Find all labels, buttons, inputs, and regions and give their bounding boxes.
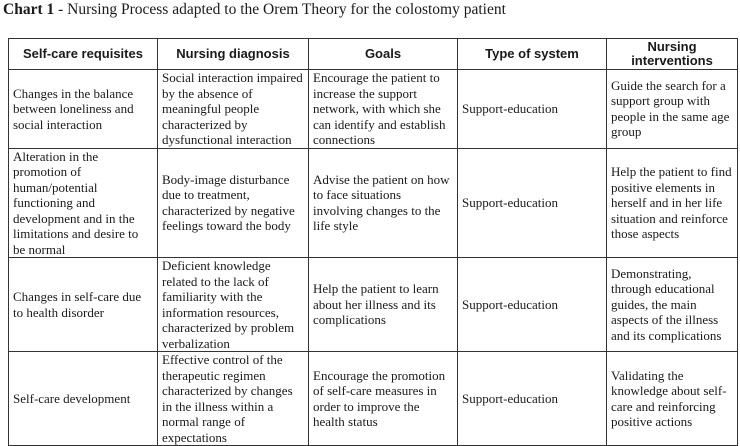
table-row (9, 70, 738, 149)
diagnosis-cell (158, 258, 309, 352)
goal-cell (309, 70, 458, 149)
goal-text: Encourage the patient to increase the support network, with which she can identify and establish connections (313, 70, 446, 147)
diagnosis-text: Social interaction impaired by the absence of meaningful people characterized by dysfunctional interaction (162, 70, 303, 147)
intervention-cell (607, 148, 738, 258)
intervention-cell (607, 258, 738, 352)
chart-caption (3, 0, 506, 20)
diagnosis-text: Deficient knowledge related to the lack of familiarity with the information resources, characterized by problem verbalization (162, 258, 295, 351)
header-self-care-requisites: Self-care requisites (9, 39, 158, 70)
system-text: Support-education (462, 195, 559, 210)
intervention-text: Guide the search for a support group with people in the same age group (611, 77, 730, 140)
requisite-text: Changes in self-care due to health disorder (13, 289, 142, 320)
system-cell (458, 70, 607, 149)
nursing-process-table (8, 38, 738, 446)
intervention-text: Validating the knowledge about self-care and reinforcing positive actions (611, 367, 727, 429)
system-text: Support-education (462, 296, 559, 312)
goal-cell (309, 258, 458, 352)
caption-label: Chart 1 (3, 1, 55, 18)
goal-text: Help the patient to learn about her illness and its complications (313, 281, 439, 328)
diagnosis-cell (158, 352, 309, 446)
diagnosis-cell (158, 148, 309, 258)
header-nursing-diagnosis: Nursing diagnosis (158, 39, 309, 70)
intervention-text: Demonstrating, through educational guides, the main aspects of the illness and its complications (611, 265, 722, 343)
intervention-cell (607, 352, 738, 446)
table-row (9, 258, 738, 352)
requisite-cell (9, 70, 158, 149)
requisite-text: Alteration in the promotion of human/potential functioning and development and in the limitations and desire to be normal (13, 148, 139, 257)
requisite-cell (9, 352, 158, 446)
header-nursing-interventions: Nursing interventions (607, 39, 738, 70)
system-text: Support-education (462, 101, 559, 116)
requisite-text: Self-care development (13, 390, 131, 406)
goal-cell (309, 352, 458, 446)
diagnosis-text: Body-image disturbance due to treatment, characterized by negative feelings toward the body (162, 171, 295, 234)
goal-cell (309, 148, 458, 258)
table-header-row (9, 39, 738, 70)
requisite-cell (9, 258, 158, 352)
requisite-cell (9, 148, 158, 258)
system-cell (458, 258, 607, 352)
goal-text: Advise the patient on how to face situations involving changes to the life style (313, 171, 450, 234)
caption-text: - Nursing Process adapted to the Orem Theory for the colostomy patient (54, 1, 506, 18)
requisite-text: Changes in the balance between loneliness and social interaction (13, 85, 134, 132)
intervention-text: Help the patient to find positive elements in herself and in her life situation and reinforce those aspects (611, 164, 732, 241)
system-text: Support-education (462, 390, 559, 406)
table-row (9, 148, 738, 258)
system-cell (458, 352, 607, 446)
table-row (9, 352, 738, 446)
system-cell (458, 148, 607, 258)
header-type-of-system: Type of system (458, 39, 607, 70)
header-goals: Goals (309, 39, 458, 70)
goal-text: Encourage the promotion of self-care measures in order to improve the health status (313, 367, 446, 429)
diagnosis-cell (158, 70, 309, 149)
diagnosis-text: Effective control of the therapeutic regimen characterized by changes in the illness within a normal range of expectations (162, 352, 293, 445)
intervention-cell (607, 70, 738, 149)
